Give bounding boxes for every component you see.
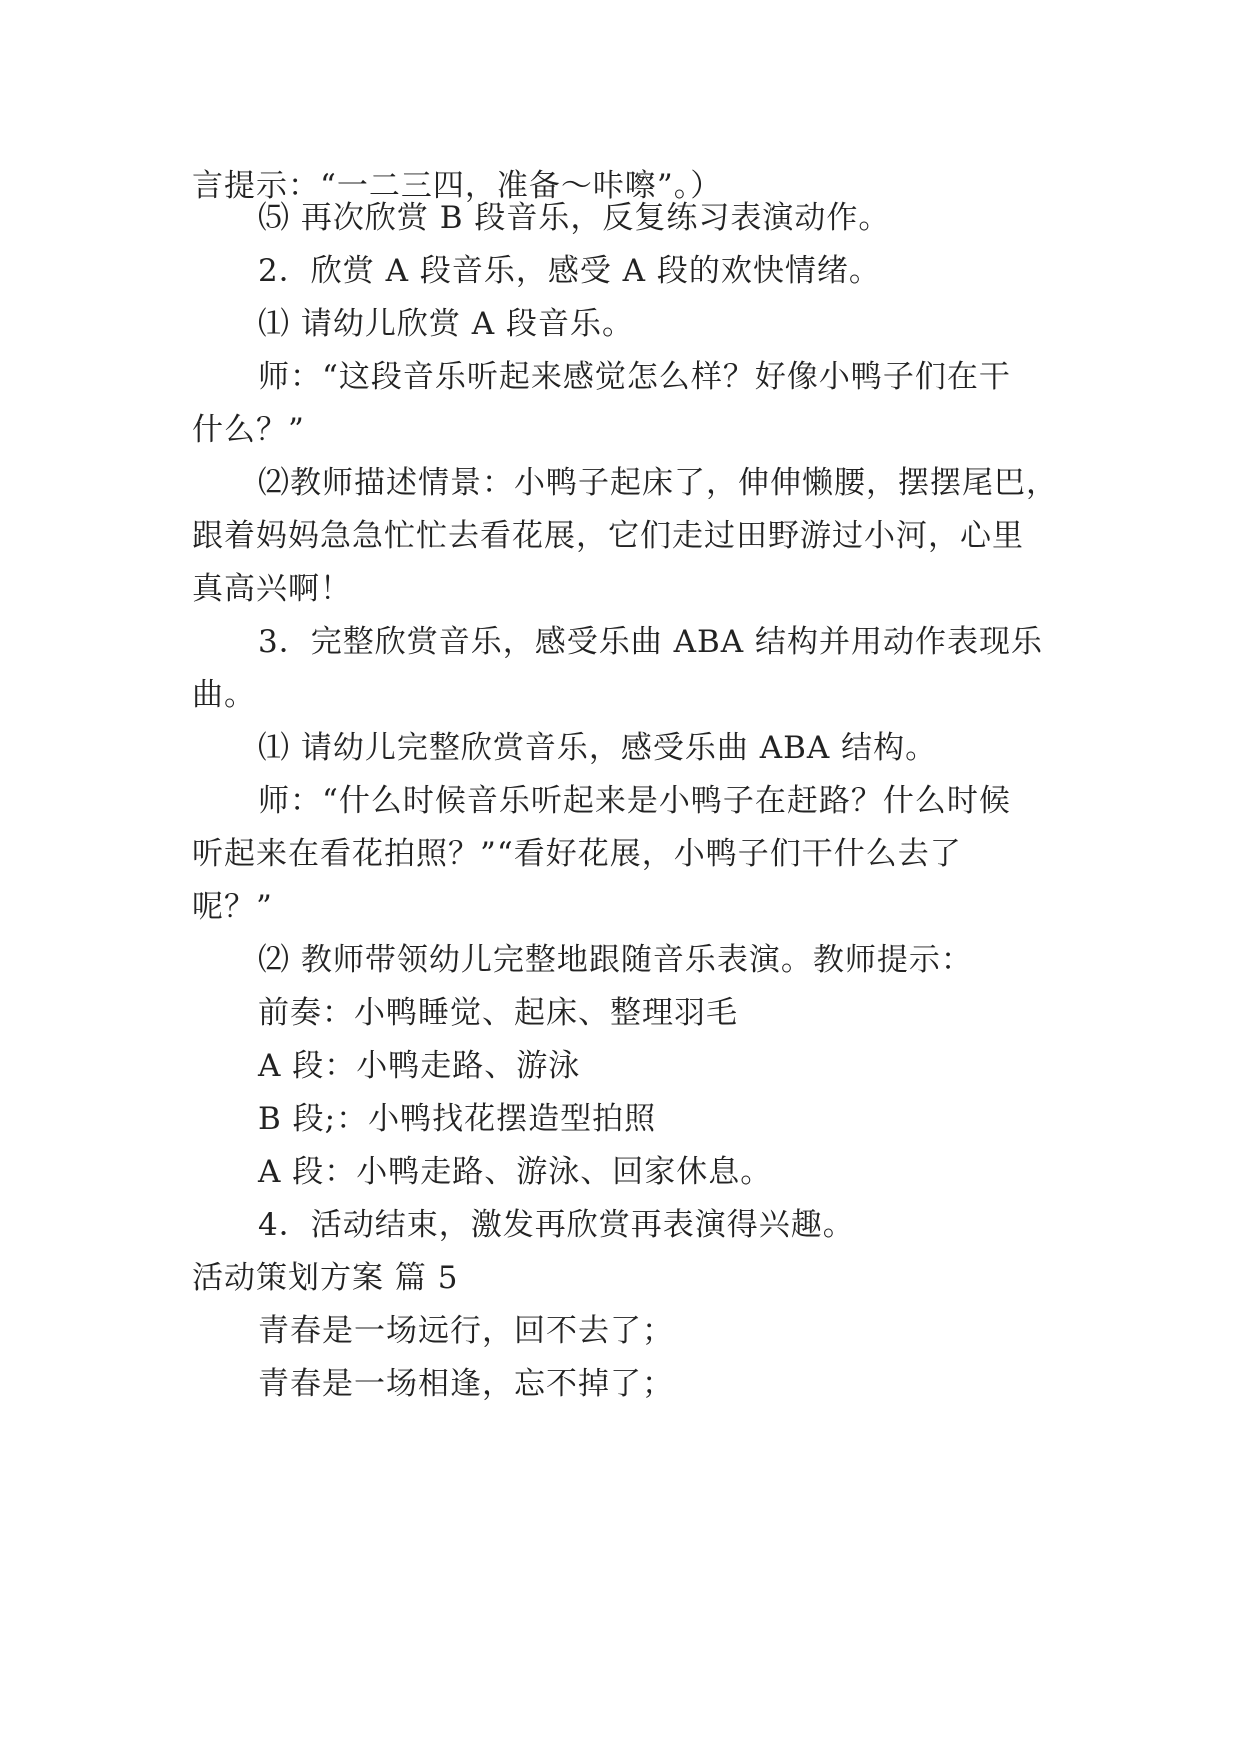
- text-line: 曲。: [192, 677, 256, 713]
- text-line: ⑸ 再次欣赏 B 段音乐，反复练习表演动作。: [258, 200, 891, 236]
- text-line: 师：“这段音乐听起来感觉怎么样？好像小鸭子们在干: [258, 359, 1011, 395]
- text-line: ⑴ 请幼儿欣赏 A 段音乐。: [258, 306, 634, 342]
- text-line: 真高兴啊！: [192, 571, 352, 607]
- text-line: ⑴ 请幼儿完整欣赏音乐，感受乐曲 ABA 结构。: [258, 730, 938, 766]
- text-line: A 段：小鸭走路、游泳、回家休息。: [258, 1154, 773, 1190]
- text-line: 前奏：小鸭睡觉、起床、整理羽毛: [258, 995, 738, 1031]
- text-line: ⑵教师描述情景：小鸭子起床了，伸伸懒腰，摆摆尾巴，: [258, 465, 1058, 501]
- text-line: 青春是一场远行，回不去了；: [258, 1313, 674, 1349]
- text-line: 师：“什么时候音乐听起来是小鸭子在赶路？什么时候: [258, 783, 1011, 819]
- text-line: B 段;：小鸭找花摆造型拍照: [258, 1101, 657, 1137]
- text-line: 4．活动结束，激发再欣赏再表演得兴趣。: [258, 1207, 855, 1243]
- text-line: 跟着妈妈急急忙忙去看花展，它们走过田野游过小河，心里: [192, 518, 1024, 554]
- text-line: 2．欣赏 A 段音乐，感受 A 段的欢快情绪。: [258, 253, 881, 289]
- text-line: 呢？”: [192, 889, 273, 925]
- text-line: 青春是一场相逢，忘不掉了；: [258, 1366, 674, 1402]
- text-line: 听起来在看花拍照？”“看好花展，小鸭子们干什么去了: [192, 836, 962, 872]
- text-line: 什么？”: [192, 412, 305, 448]
- text-line: A 段：小鸭走路、游泳: [258, 1048, 581, 1084]
- text-line: 言提示：“一二三四，准备～咔嚓”。）: [192, 168, 723, 204]
- text-line: 3．完整欣赏音乐，感受乐曲 ABA 结构并用动作表现乐: [258, 624, 1043, 660]
- text-line: ⑵ 教师带领幼儿完整地跟随音乐表演。教师提示：: [258, 942, 973, 978]
- section-heading: 活动策划方案 篇 5: [192, 1260, 459, 1296]
